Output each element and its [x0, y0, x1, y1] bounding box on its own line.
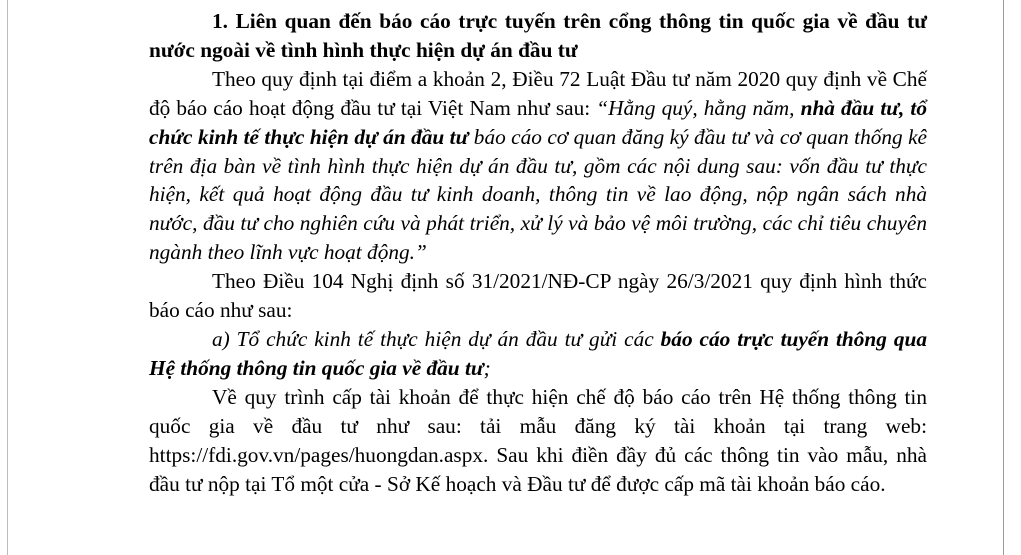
- paragraph-decree: Theo Điều 104 Nghị định số 31/2021/NĐ-CP ngày 26/3/2021 quy định hình thức báo cáo như sau:: [149, 269, 927, 323]
- right-page-edge: [1003, 0, 1004, 555]
- quote-start: “Hằng quý, hằng năm,: [596, 95, 801, 120]
- paragraph-intro: Theo quy định tại điểm a khoản 2, Điều 72 Luật Đầu tư năm 2020 quy định về Chế độ báo cáo hoạt động đầu tư tại Việt Nam như sau:: [149, 66, 927, 120]
- left-page-edge: [7, 0, 8, 555]
- paragraph-law-quote: [149, 65, 927, 267]
- item-a-text: a) Tổ chức kinh tế thực hiện dự án đầu tư gửi các: [212, 326, 661, 351]
- item-a-bold: báo cáo trực tuyến thông qua Hệ thống thông tin quốc gia về đầu tư: [149, 326, 927, 380]
- item-a-end: ;: [483, 355, 491, 380]
- quote-bold: nhà đầu tư, tổ chức kinh tế thực hiện dự án đầu tư: [149, 95, 927, 149]
- paragraph-account-process: Về quy trình cấp tài khoản để thực hiện chế độ báo cáo trên Hệ thống thông tin quốc gia về đầu tư như sau: tải mẫu đăng ký tài khoản tại trang web: https://fdi.gov.vn/pages/huongdan.aspx. Sau khi điền đầy đủ các thông tin vào mẫu, nhà đầu tư nộp tại Tổ một cửa - Sở Kế hoạch và Đầu tư để được cấp mã tài khoản báo cáo.: [149, 384, 927, 496]
- paragraph-item-a: [149, 325, 927, 383]
- document-page: [149, 7, 927, 498]
- section-heading: 1. Liên quan đến báo cáo trực tuyến trên cổng thông tin quốc gia về đầu tư nước ngoài về tình hình thực hiện dự án đầu tư: [149, 9, 927, 62]
- quote-end: báo cáo cơ quan đăng ký đầu tư và cơ quan thống kê trên địa bàn về tình hình thực hiện dự án đầu tư, gồm các nội dung sau: vốn đầu tư thực hiện, kết quả hoạt động đầu tư kinh doanh, thông tin về lao động, nộp ngân sách nhà nước, đầu tư cho nghiên cứu và phát triển, xử lý và bảo vệ môi trường, các chỉ tiêu chuyên ngành theo lĩnh vực hoạt động.”: [149, 124, 927, 265]
